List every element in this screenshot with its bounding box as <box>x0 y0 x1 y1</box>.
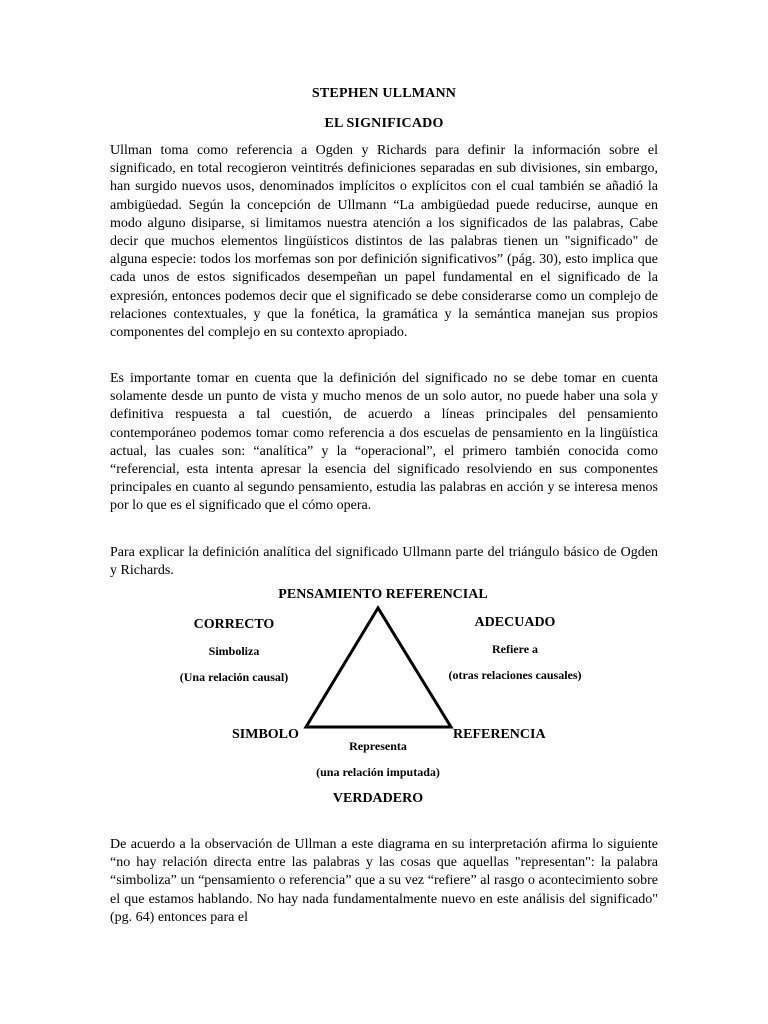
top-vertex-label: PENSAMIENTO REFERENCIAL <box>278 587 488 602</box>
right-side-note: (otras relaciones causales) <box>448 668 582 682</box>
paragraph-2: Es importante tomar en cuenta que la definición del significado no se debe tomar en cuenta solamente desde un punto de vista y mucho menos de un solo autor, no puede haber una sola y definitiva respuesta a tal cuestión, de acuerdo a líneas principales del pensamiento contemporáneo podemos tomar como referencia a dos escuelas de pensamiento en la lingüística actual, las cuales son: “analítica” y la “operacional”, el primero también conocida como “referencial, esta intenta apresar la esencia del significado resolviendo en sus componentes principales en cuanto al segundo pensamiento, estudia las palabras en acción y se interesa menos por lo que es el significado que el cómo opera. <box>110 371 658 514</box>
author-title: STEPHEN ULLMANN <box>311 86 457 101</box>
right-side-verb: Refiere a <box>491 642 539 656</box>
bottom-right-vertex-label: REFERENCIA <box>453 727 546 742</box>
bottom-side-heading: VERDADERO <box>332 791 424 806</box>
paragraph-4: De acuerdo a la observación de Ullman a este diagrama en su interpretación afirma lo siguiente “no hay relación directa entre las palabras y las cosas que aquellas "representan": la palabra “simboliza” un “pensamiento o referencia” que a su vez “refiere” al rasgo o acontecimiento sobre el que estamos hablando. No hay nada fundamentalmente nuevo en este análisis del significado" (pg. 64) entonces para el <box>110 837 658 925</box>
triangle-shape <box>306 608 451 727</box>
left-side-verb: Simboliza <box>208 644 260 658</box>
bottom-side-verb: Representa <box>349 739 407 753</box>
left-side-heading: CORRECTO <box>193 617 275 632</box>
right-side-heading: ADECUADO <box>474 615 556 630</box>
bottom-left-vertex-label: SIMBOLO <box>232 727 299 742</box>
subject-title: EL SIGNIFICADO <box>324 116 444 131</box>
paragraph-3: Para explicar la definición analítica del significado Ullmann parte del triángulo básico de Ogden y Richards. <box>110 545 658 579</box>
bottom-side-note: (una relación imputada) <box>316 765 440 779</box>
paragraph-1: Ullman toma como referencia a Ogden y Richards para definir la información sobre el significado, en total recogieron veintitrés definiciones separadas en sub divisiones, sin embargo, han surgido nuevos usos, denominados implícitos o explícitos con el cual también se añadió la ambigüedad. Según la concepción de Ullmann “La ambigüedad puede reducirse, aunque en modo alguno disiparse, si limitamos nuestra atención a los significados de las palabras, Cabe decir que muchos elementos lingüísticos distintos de las palabras tienen un "significado" de alguna especie: todos los morfemas son por definición significativos” (pág. 30), esto implica que cada unos de estos significados desempeñan un papel fundamental en el significado de la expresión, entonces podemos decir que el significado se debe considerarse como un complejo de relaciones contextuales, y que la fonética, la gramática y la semántica manejan sus propios componentes del complejo en su contexto apropiado. <box>110 143 658 341</box>
left-side-note: (Una relación causal) <box>179 670 289 684</box>
